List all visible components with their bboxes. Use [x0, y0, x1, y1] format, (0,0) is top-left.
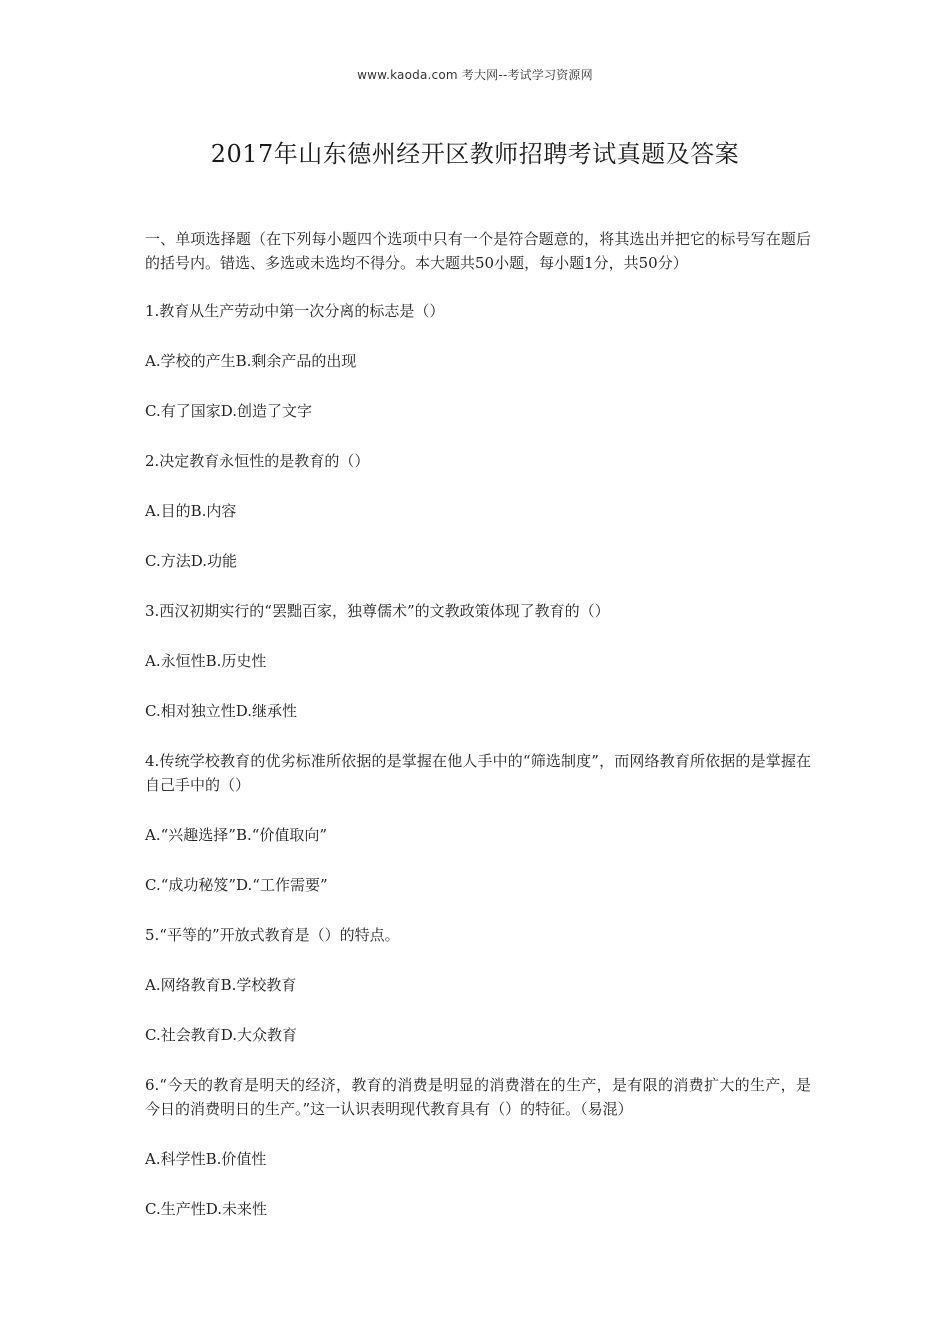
question-2: 2.决定教育永恒性的是教育的（） — [145, 452, 370, 470]
question-6-options-cd: C.生产性D.未来性 — [145, 1200, 267, 1218]
question-1-options-cd: C.有了国家D.创造了文字 — [145, 402, 312, 420]
question-5: 5.“平等的”开放式教育是（）的特点。 — [145, 926, 400, 944]
question-2-options-ab: A.目的B.内容 — [145, 502, 237, 520]
question-4: 4.传统学校教育的优劣标准所依据的是掌握在他人手中的“筛选制度”，而网络教育所依据的是掌握在自己手中的（） — [145, 752, 811, 794]
document-title: 2017年山东德州经开区教师招聘考试真题及答案 — [210, 140, 740, 168]
question-1-options-ab: A.学校的产生B.剩余产品的出现 — [145, 352, 357, 370]
document-body — [145, 227, 811, 1247]
section-heading: 一、单项选择题（在下列每小题四个选项中只有一个是符合题意的，将其选出并把它的标号写在题后的括号内。错选、多选或未选均不得分。本大题共50小题，每小题1分，共50分） — [145, 230, 811, 272]
question-5-options-cd: C.社会教育D.大众教育 — [145, 1026, 297, 1044]
question-6: 6.“今天的教育是明天的经济，教育的消费是明显的消费潜在的生产，是有限的消费扩大的生产，是今日的消费明日的生产。”这一认识表明现代教育具有（）的特征。（易混） — [145, 1076, 811, 1118]
question-6-options-ab: A.科学性B.价值性 — [145, 1150, 267, 1168]
question-1: 1.教育从生产劳动中第一次分离的标志是（） — [145, 302, 445, 320]
question-4-options-ab: A.“兴趣选择”B.“价值取向” — [145, 826, 328, 844]
question-4-options-cd: C.“成功秘笈”D.“工作需要” — [145, 876, 328, 894]
page-header: www.kaoda.com 考大网--考试学习资源网 — [357, 68, 593, 82]
question-3-options-cd: C.相对独立性D.继承性 — [145, 702, 297, 720]
question-3-options-ab: A.永恒性B.历史性 — [145, 652, 267, 670]
question-3: 3.西汉初期实行的“罢黜百家，独尊儒术”的文教政策体现了教育的（） — [145, 602, 610, 620]
question-2-options-cd: C.方法D.功能 — [145, 552, 237, 570]
question-5-options-ab: A.网络教育B.学校教育 — [145, 976, 297, 994]
